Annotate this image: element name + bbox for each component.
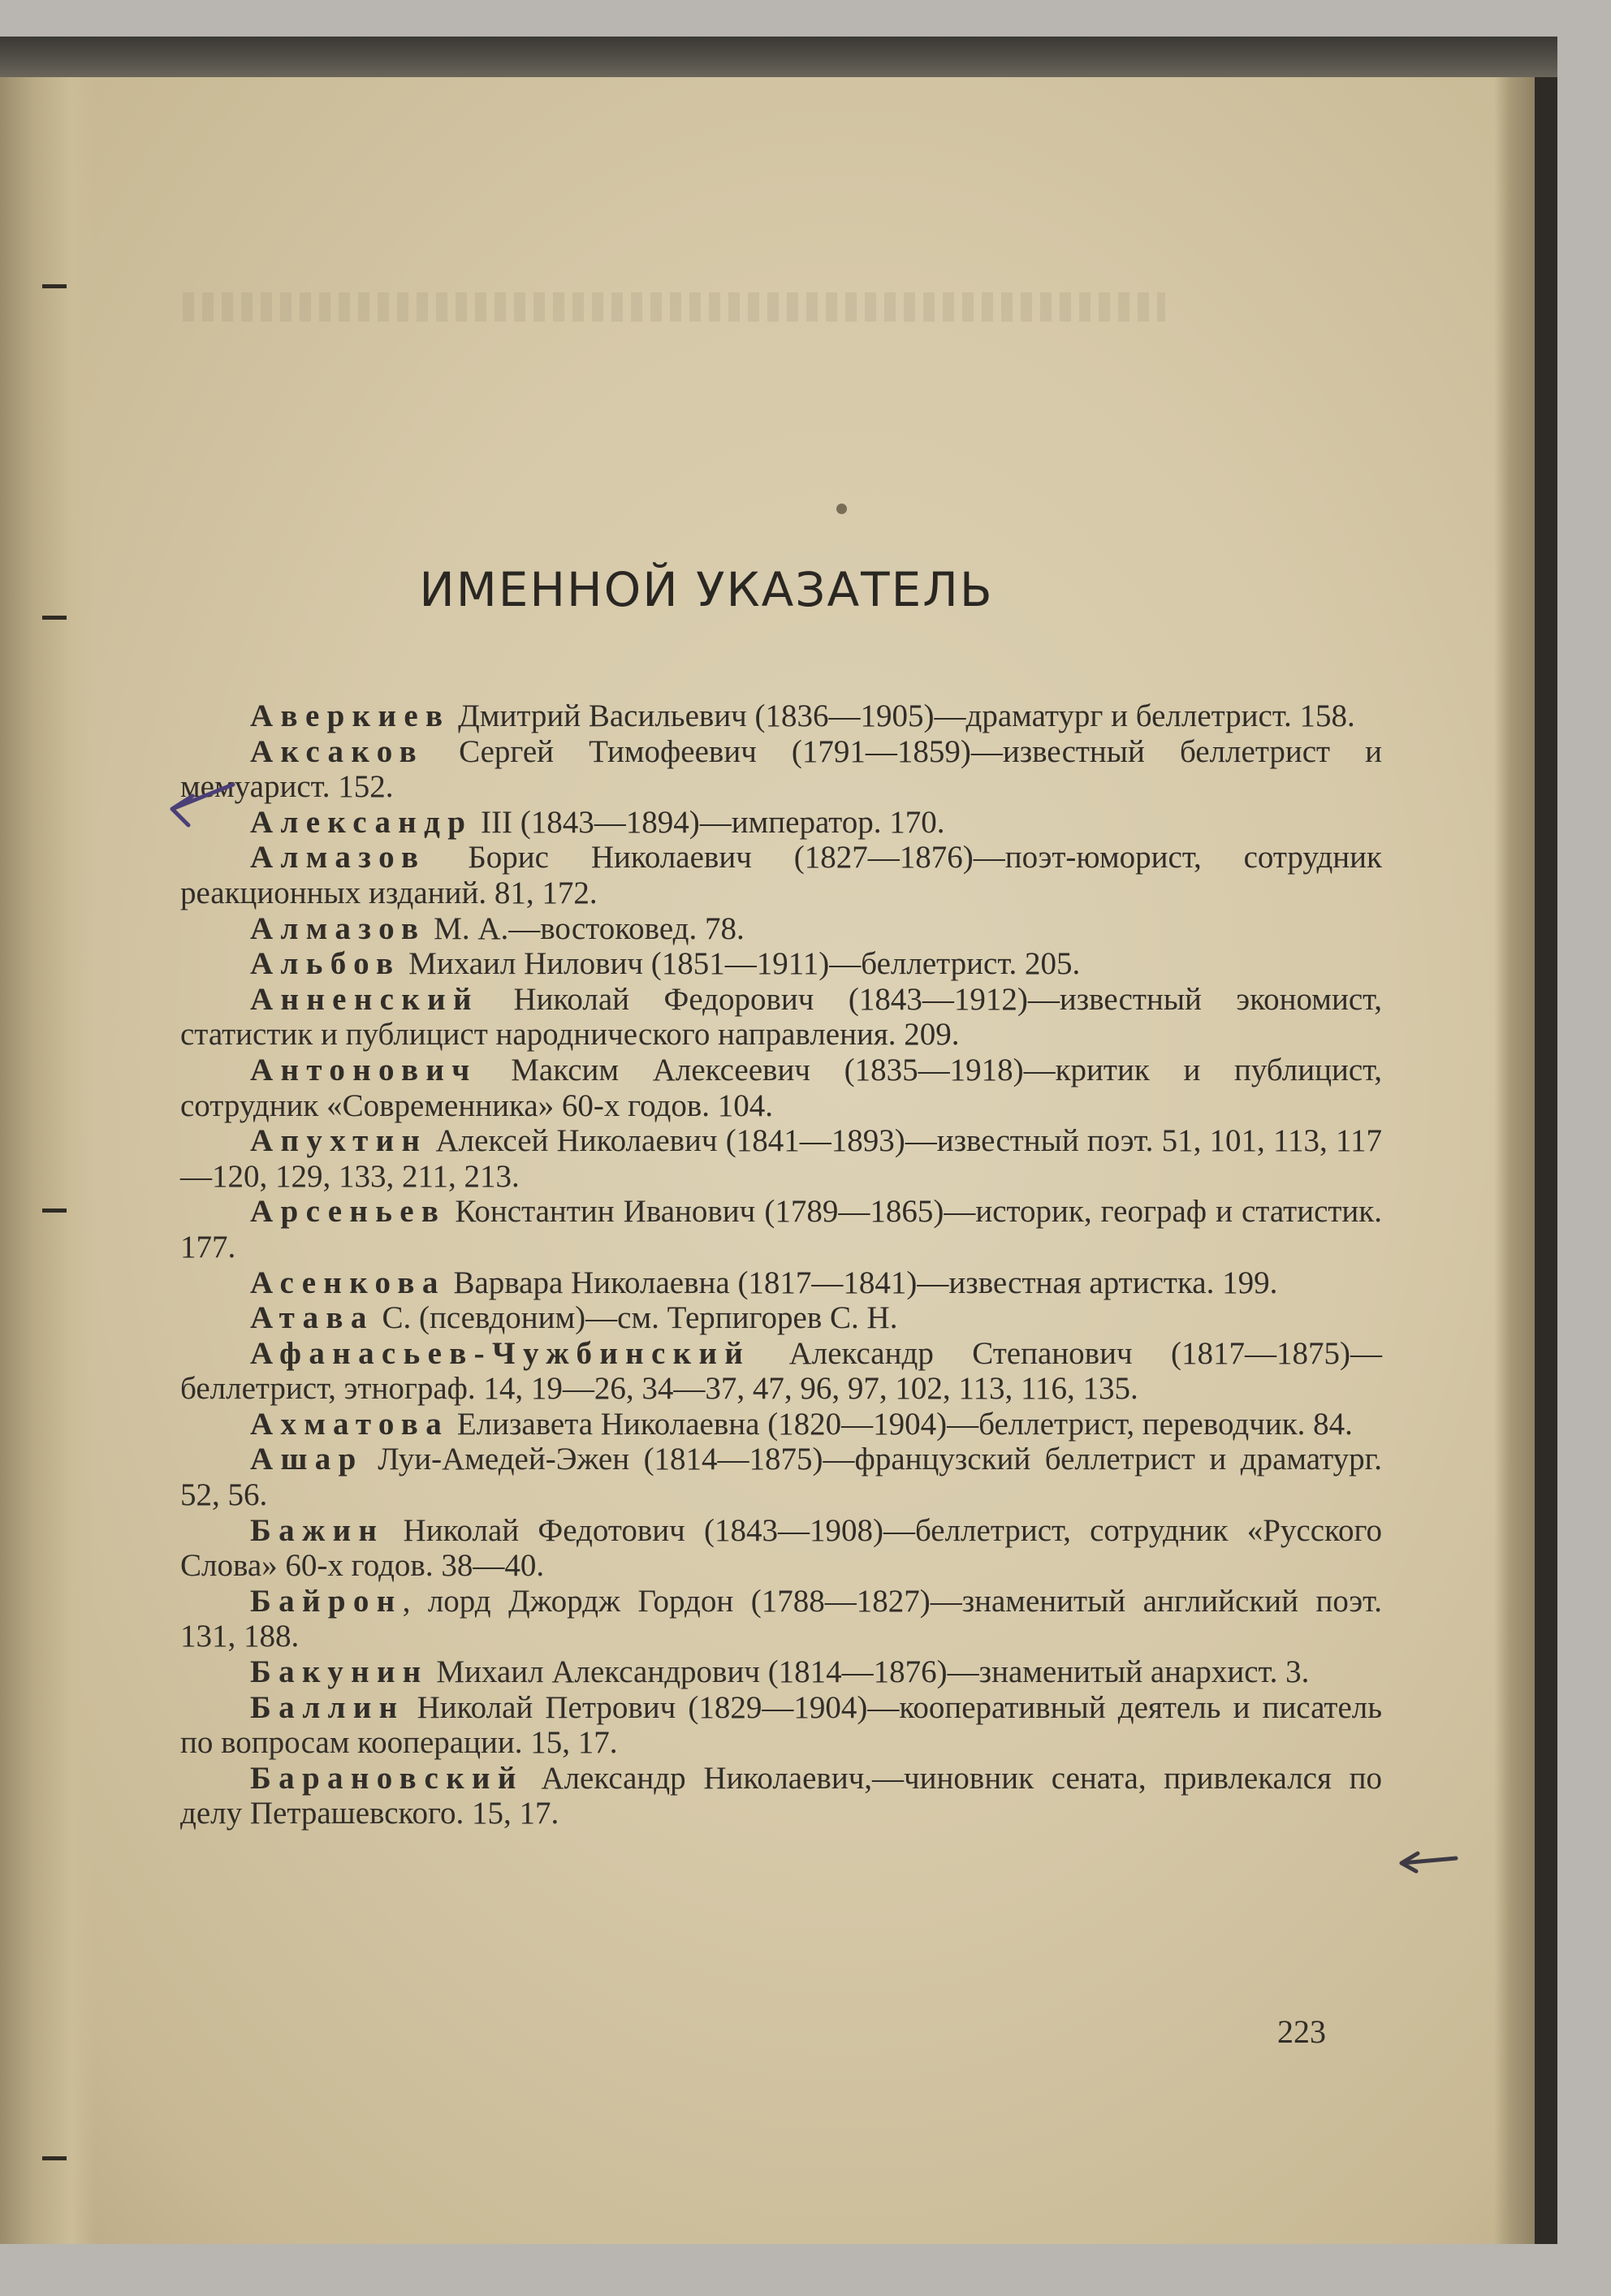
- ink-arrow-annotation-icon: [156, 778, 237, 835]
- entry-surname: Анненский: [250, 981, 479, 1017]
- entry-description: Сергей Тимофеевич (1791—1859)—известный беллетрист и мемуарист. 152.: [180, 733, 1382, 805]
- entry-surname: Барановский: [250, 1760, 524, 1796]
- entry-surname: Баллин: [250, 1689, 405, 1725]
- page-title: ИМЕННОЙ УКАЗАТЕЛЬ: [419, 562, 994, 617]
- entry-description: Константин Иванович (1789—1865)—историк, географ и статистик. 177.: [180, 1194, 1382, 1265]
- entry-description: С. (псевдоним)—см. Терпигорев С. Н.: [374, 1300, 898, 1336]
- entry-surname: Апухтин: [250, 1123, 428, 1159]
- index-entry: [180, 1584, 1382, 1654]
- index-entry: [180, 982, 1382, 1053]
- index-entry: [180, 1123, 1382, 1194]
- entry-surname: Алмазов: [250, 840, 426, 876]
- bleed-through-text: [183, 292, 1165, 322]
- entry-description: Максим Алексеевич (1835—1918)—критик и публицист, сотрудник «Современника» 60-х годов. 104.: [180, 1052, 1382, 1123]
- entry-surname: Асенкова: [250, 1265, 446, 1300]
- index-entry: [180, 1690, 1382, 1761]
- entry-surname: Атава: [250, 1300, 374, 1336]
- binding-stitch: [42, 2156, 67, 2160]
- index-entry: [180, 1053, 1382, 1123]
- entry-surname: Альбов: [250, 946, 401, 982]
- entry-surname: Алмазов: [250, 910, 426, 946]
- entry-description: Алексей Николаевич (1841—1893)—известный поэт. 51, 101, 113, 117—120, 129, 133, 211, 213.: [180, 1123, 1382, 1194]
- page-gutter-shadow: [0, 77, 96, 2244]
- entry-surname: Аксаков: [250, 733, 425, 769]
- page-edge-shadow: [1494, 77, 1535, 2244]
- index-entry: [180, 1654, 1382, 1690]
- binding-stitch: [42, 284, 67, 288]
- entry-description: Николай Федорович (1843—1912)—известный экономист, статистик и публицист народнического направления. 209.: [180, 981, 1382, 1053]
- entry-description: Михаил Нилович (1851—1911)—беллетрист. 205.: [400, 946, 1081, 982]
- index-entry: [180, 1336, 1382, 1407]
- page-number: 223: [1277, 2013, 1326, 2050]
- entry-description: Луи-Амедей-Эжен (1814—1875)—французский беллетрист и драматург. 52, 56.: [180, 1442, 1382, 1513]
- entry-description: Дмитрий Васильевич (1836—1905)—драматург и беллетрист. 158.: [450, 698, 1355, 733]
- entry-description: Елизавета Николаевна (1820—1904)—беллетрист, переводчик. 84.: [449, 1406, 1353, 1442]
- entry-description: М. А.—востоковед. 78.: [425, 910, 745, 946]
- name-index-list: [180, 698, 1382, 1831]
- index-entry: [180, 734, 1382, 805]
- entry-surname: Ахматова: [250, 1406, 450, 1442]
- index-entry: [180, 1442, 1382, 1512]
- index-entry: [180, 1265, 1382, 1301]
- entry-surname: Бакунин: [250, 1654, 429, 1690]
- entry-surname: Бажин: [250, 1512, 385, 1548]
- entry-surname: Александр: [250, 804, 473, 840]
- entry-description: Александр Николаевич,—чиновник сената, привлекался по делу Петрашевского. 15, 17.: [180, 1760, 1382, 1831]
- entry-surname: Байрон: [250, 1583, 403, 1619]
- binding-stitch: [42, 1209, 67, 1213]
- index-entry: [180, 1513, 1382, 1584]
- entry-surname: Антонович: [250, 1052, 477, 1087]
- entry-description: Борис Николаевич (1827—1876)—поэт-юморист, сотрудник реакционных изданий. 81, 172.: [180, 840, 1382, 910]
- index-entry: [180, 1300, 1382, 1336]
- index-entry: [180, 1761, 1382, 1831]
- index-entry: [180, 698, 1382, 734]
- entry-description: Варвара Николаевна (1817—1841)—известная артистка. 199.: [445, 1265, 1278, 1300]
- entry-description: Николай Федотович (1843—1908)—беллетрист, сотрудник «Русского Слова» 60-х годов. 38—40.: [180, 1512, 1382, 1584]
- index-entry: [180, 1407, 1382, 1442]
- ink-arrow-annotation-icon: [1395, 1844, 1460, 1876]
- entry-description: III (1843—1894)—император. 170.: [473, 804, 945, 840]
- book-spine-strip: [0, 37, 1557, 77]
- index-entry: [180, 840, 1382, 910]
- entry-surname: Афанасьев-Чужбинский: [250, 1335, 751, 1371]
- entry-surname: Аверкиев: [250, 698, 451, 733]
- binding-stitch: [42, 616, 67, 620]
- ink-spot: [836, 504, 847, 514]
- index-entry: [180, 911, 1382, 947]
- index-entry: [180, 946, 1382, 982]
- entry-description: Михаил Александрович (1814—1876)—знаменитый анархист. 3.: [428, 1654, 1310, 1690]
- index-entry: [180, 1194, 1382, 1265]
- entry-surname: Ашар: [250, 1442, 364, 1477]
- entry-surname: Арсеньев: [250, 1194, 447, 1230]
- index-entry: [180, 805, 1382, 841]
- entry-description: Николай Петрович (1829—1904)—кооперативный деятель и писатель по вопросам кооперации. 15, 17.: [180, 1689, 1382, 1761]
- entry-description: , лорд Джордж Гордон (1788—1827)—знаменитый английский поэт. 131, 188.: [180, 1583, 1382, 1654]
- entry-description: Александр Степанович (1817—1875)—беллетрист, этнограф. 14, 19—26, 34—37, 47, 96, 97, 102, 113, 116, 135.: [180, 1335, 1382, 1407]
